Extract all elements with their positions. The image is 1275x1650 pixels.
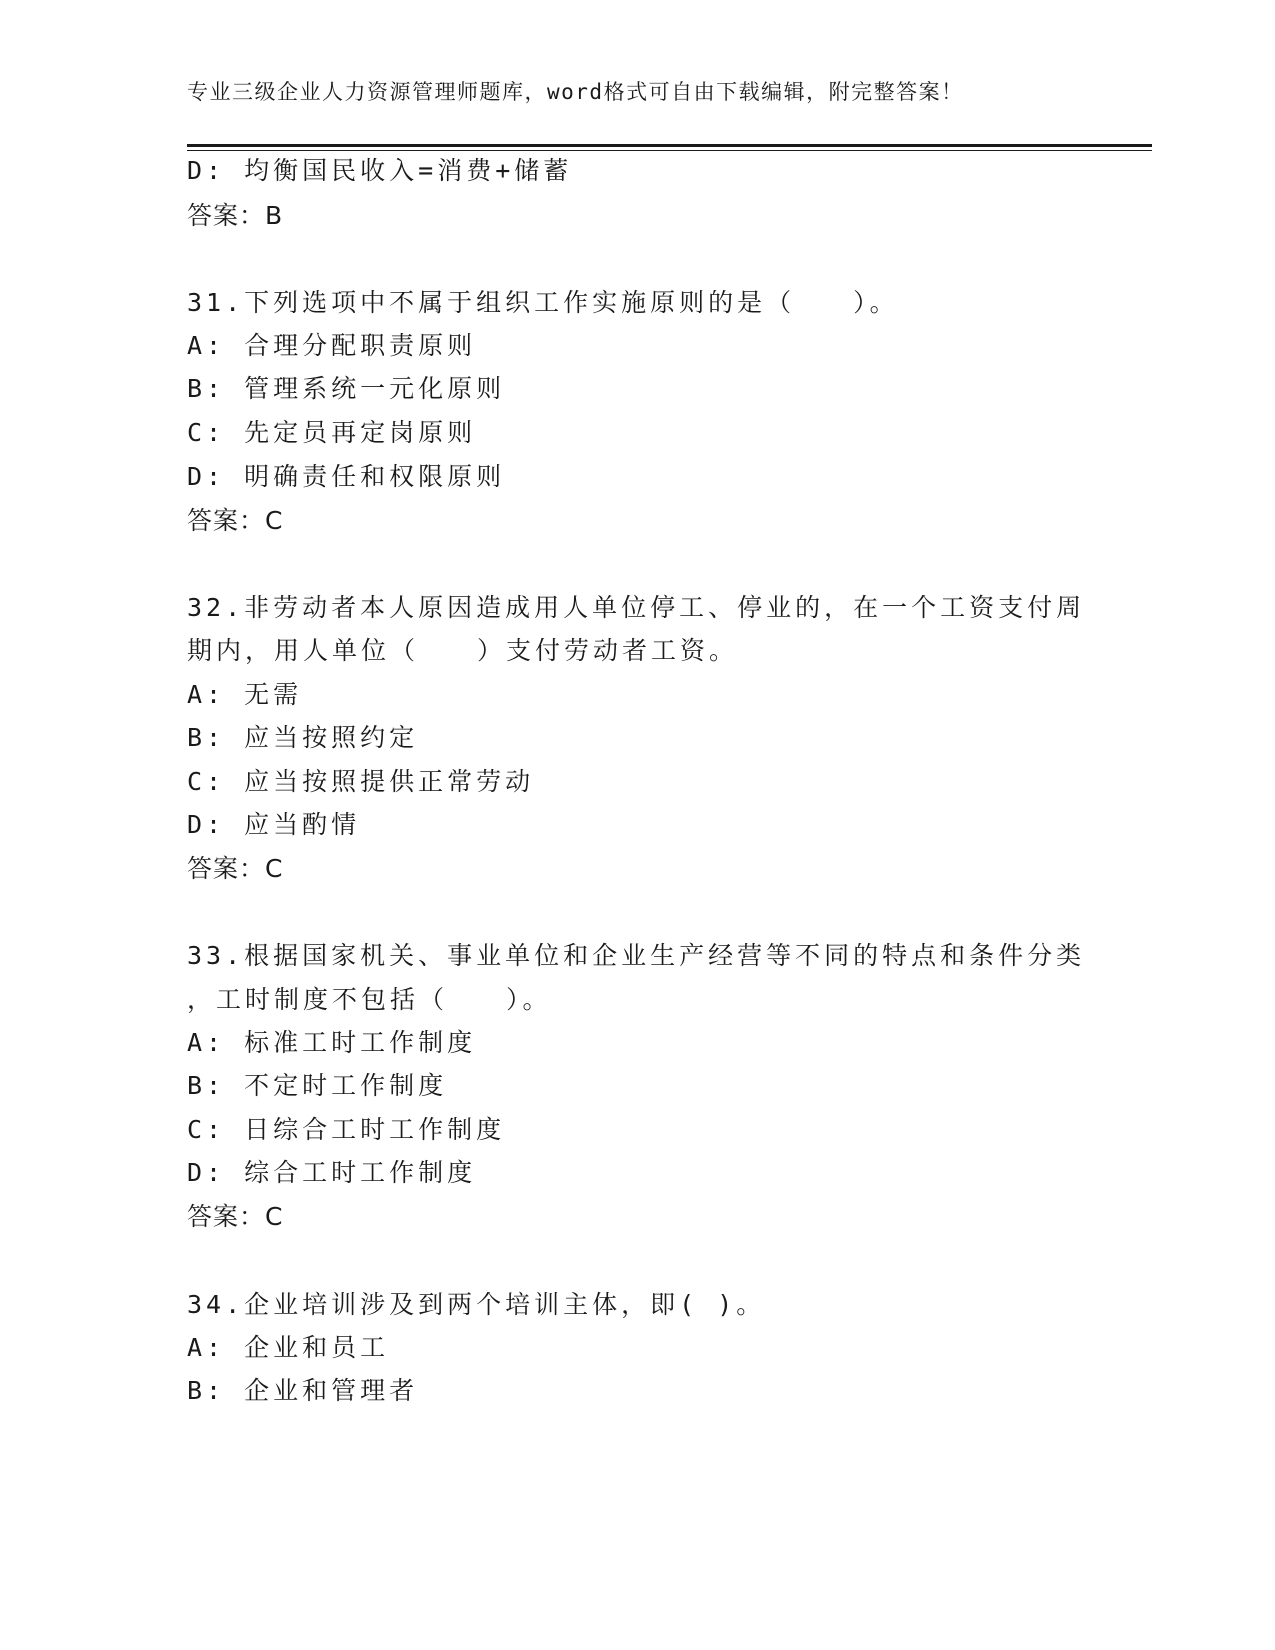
option-a: A: 标准工时工作制度 bbox=[187, 1028, 477, 1057]
option-c: C: 先定员再定岗原则 bbox=[187, 418, 477, 447]
question-stem-line-2: 期内，用人单位（ ）支付劳动者工资。 bbox=[187, 636, 739, 665]
option-b: B: 不定时工作制度 bbox=[187, 1071, 448, 1100]
header-divider bbox=[187, 144, 1152, 147]
answer: 答案：C bbox=[187, 1202, 284, 1231]
option-d: D: 明确责任和权限原则 bbox=[187, 462, 506, 491]
header-divider-thin bbox=[187, 150, 1152, 151]
question-stem-line-1: 32.非劳动者本人原因造成用人单位停工、停业的，在一个工资支付周 bbox=[187, 593, 1086, 622]
option-a: A: 企业和员工 bbox=[187, 1333, 390, 1362]
option-d: D: 均衡国民收入=消费+储蓄 bbox=[187, 156, 573, 185]
question-stem: 31.下列选项中不属于组织工作实施原则的是（ ）。 bbox=[187, 288, 899, 317]
answer: 答案：B bbox=[187, 201, 284, 230]
option-b: B: 应当按照约定 bbox=[187, 723, 419, 752]
option-b: B: 管理系统一元化原则 bbox=[187, 374, 506, 403]
answer: 答案：C bbox=[187, 854, 284, 883]
question-stem-line-2: ，工时制度不包括（ ）。 bbox=[187, 985, 552, 1014]
option-a: A: 合理分配职责原则 bbox=[187, 331, 477, 360]
question-stem: 34.企业培训涉及到两个培训主体，即( )。 bbox=[187, 1290, 766, 1319]
page-header: 专业三级企业人力资源管理师题库，word格式可自由下载编辑，附完整答案！ bbox=[187, 80, 964, 104]
question-stem-line-1: 33.根据国家机关、事业单位和企业生产经营等不同的特点和条件分类 bbox=[187, 941, 1086, 970]
option-a: A: 无需 bbox=[187, 680, 303, 709]
option-b: B: 企业和管理者 bbox=[187, 1376, 419, 1405]
answer: 答案：C bbox=[187, 506, 284, 535]
option-c: C: 日综合工时工作制度 bbox=[187, 1115, 506, 1144]
option-d: D: 综合工时工作制度 bbox=[187, 1158, 477, 1187]
option-c: C: 应当按照提供正常劳动 bbox=[187, 767, 535, 796]
option-d: D: 应当酌情 bbox=[187, 810, 361, 839]
